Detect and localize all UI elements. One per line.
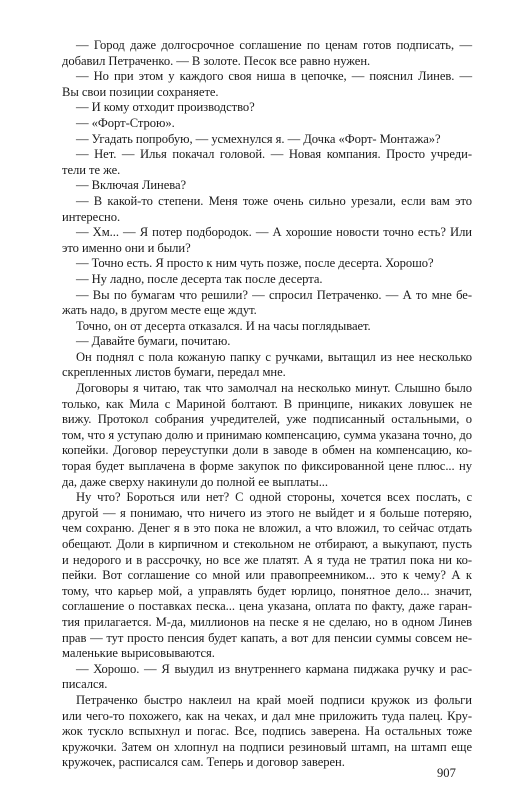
text-line: добавил Петраченко. — В золоте. Песок все равно нужен. [62, 53, 371, 68]
text-line: — Город даже долгосрочное соглашение по ценам готов подписать, — [76, 38, 472, 52]
paragraph [62, 100, 472, 116]
text-line: Вы свои позиции сохраняете. [62, 84, 219, 99]
text-line: торая будет выплачена в форме закупок по фиксированной цене плюс... ну [62, 459, 472, 474]
text-line: Он поднял с пола кожаную папку с ручками, вытащил из нее несколько [76, 349, 472, 364]
text-line: или чего-то похожего, как на чеках, и дал мне приложить туда палец. Кру- [62, 708, 472, 723]
text-line: Петраченко быстро наклеил на край моей подписи кружок из фольги [76, 692, 472, 707]
text-line: — И кому отходит производство? [76, 100, 255, 115]
text-line: другой — я понимаю, что ничего из этого не выйдет и я больше потеряю, [62, 505, 472, 520]
text-line: — Включая Линева? [76, 178, 187, 193]
text-line: кружочек, расписался сам. Теперь и договор заверен. [62, 755, 345, 770]
text-line: пейки. Вот соглашение со мной или правопреемником... это к чему? А к [62, 568, 472, 583]
text-line: чем сохраню. Денег я в это пока не вложил, а что вложил, то сейчас отдать [62, 521, 472, 536]
text-line: кружочки. Затем он хлопнул на подписи резиновый штамп, на штамп еще [62, 739, 472, 754]
text-line: Ну что? Бороться или нет? С одной стороны, хочется всех послать, с [76, 490, 472, 505]
text-line: обещают. Доли в кирпичном и стекольном не отбирают, а выкупают, пусть [62, 537, 472, 551]
text-line: — Точно есть. Я просто к ним чуть позже, после десерта. Хорошо? [76, 256, 434, 271]
text-line: соглашение о поставках песка... цена указана, оплата по факту, даже гаран- [62, 599, 472, 614]
paragraph [62, 319, 472, 335]
text-line: — Хм... — Я потер подбородок. — А хорошие новости точно есть? Или [76, 225, 472, 240]
text-line: — Хорошо. — Я выудил из внутреннего кармана пиджака ручку и рас- [76, 661, 472, 676]
text-line: — Нет. — Илья покачал головой. — Новая компания. Просто учреди- [76, 147, 472, 162]
text-line: скрепленных листов бумаги, передал мне. [62, 365, 286, 380]
text-line: — Угадать попробую, — усмехнулся я. — Дочка «Форт- Монтажа»? [76, 131, 441, 146]
paragraph [62, 147, 472, 178]
text-line: — Но при этом у каждого своя ниша в цепочке, — пояснил Линев. — [76, 69, 472, 84]
paragraph [62, 272, 472, 288]
paragraph [62, 38, 472, 69]
text-line: интересно. [62, 209, 121, 224]
paragraph [62, 693, 472, 771]
text-line: тия прилагается. М-да, миллионов на песке я не сделаю, но в одном Линев [62, 614, 472, 629]
paragraph [62, 178, 472, 194]
page-number: 907 [437, 766, 456, 780]
paragraph [62, 116, 472, 132]
text-line: — Давайте бумаги, почитаю. [76, 334, 231, 349]
text-line: это именно они и были? [62, 240, 191, 255]
text-line: тому, что карьер мой, а управлять будет юрлицо, понятное дело... значит, [62, 583, 472, 598]
paragraph [62, 225, 472, 256]
paragraph [62, 334, 472, 350]
text-line: том, что я уступаю долю и принимаю компенсацию, сумма указана точно, до [62, 427, 472, 442]
text-line: тели те же. [62, 162, 121, 177]
paragraph [62, 288, 472, 319]
text-line: да, даже сверху накинули до полной ее выплаты... [62, 474, 328, 489]
paragraph [62, 490, 472, 662]
text-line: и недорого и в рассрочку, но все же платят. А я туда не тратил пока ни ко- [62, 552, 472, 567]
paragraph [62, 132, 472, 148]
text-line: вижу. Протокол собрания учредителей, уже подписанный остальными, о [62, 412, 472, 427]
text-line: — Ну ладно, после десерта так после десерта. [76, 271, 323, 286]
text-line: Точно, он от десерта отказался. И на часы поглядывает. [76, 318, 371, 333]
text-line: прав — тут просто пенсия будет капать, а вот для пенсии суммы совсем не- [62, 630, 472, 645]
text-line: только, как Мила с Мариной болтают. В принципе, никаких ловушек не [62, 396, 472, 411]
text-line: — Вы по бумагам что решили? — спросил Петраченко. — А то мне бе- [76, 287, 472, 302]
paragraph [62, 350, 472, 381]
text-line: маленькие вырисовываются. [62, 646, 215, 661]
text-line: жать надо, в другом месте еще ждут. [62, 303, 257, 318]
paragraph [62, 256, 472, 272]
text-line: жок тускло вспыхнул и погас. Все, подпись заверена. На остальных тоже [62, 724, 472, 739]
paragraph [62, 69, 472, 100]
text-line: — В какой-то степени. Меня тоже очень сильно урезали, если вам это [76, 193, 472, 208]
paragraph [62, 381, 472, 490]
text-line: писался. [62, 677, 108, 692]
book-page-text [62, 38, 472, 771]
text-line: копейки. Договор переуступки доли в заводе в обмен на компенсацию, ко- [62, 443, 472, 458]
paragraph [62, 194, 472, 225]
paragraph [62, 662, 472, 693]
text-line: Договоры я читаю, так что замолчал на несколько минут. Слышно было [76, 381, 472, 396]
text-line: — «Форт-Строю». [76, 115, 175, 130]
